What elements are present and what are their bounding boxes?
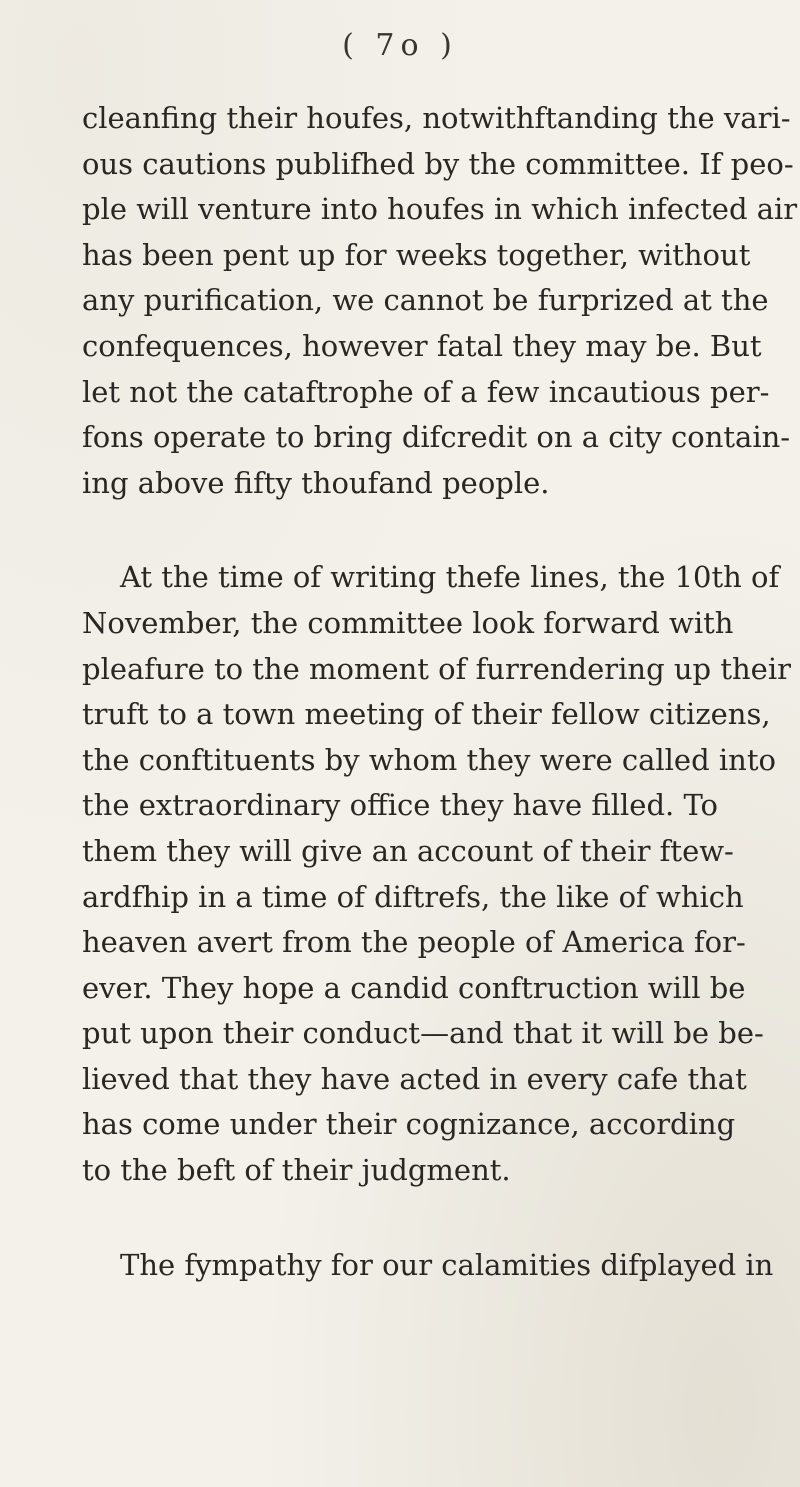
text-line: pleafure to the moment of furrendering up their [82,651,791,686]
text-line: ous cautions publifhed by the committee. If peo- [82,146,794,181]
text-line: any purification, we cannot be furprized at the [82,283,769,318]
paragraph-3 [82,1243,774,1289]
text-line: fons operate to bring difcredit on a city contain- [82,420,791,455]
text-line: November, the committee look forward with [82,605,734,640]
text-line: the conftituents by whom they were called into [82,742,776,777]
text-line: cleanfing their houfes, notwithftanding the vari- [82,101,791,135]
paragraph-1 [82,96,798,506]
paragraph-spacer [82,1194,712,1243]
text-line: ple will venture into houfes in which infected air [82,192,798,227]
text-line: the extraordinary office they have filled. To [82,788,719,823]
text-line: heaven avert from the people of America for- [82,925,746,960]
text-line: has been pent up for weeks together, without [82,237,751,272]
paragraph-spacer [82,506,712,555]
text-line: truft to a town meeting of their fellow citizens, [82,697,771,732]
paragraph-2 [82,555,791,1193]
text-line: ever. They hope a candid conftruction will be [82,970,746,1005]
text-line: has come under their cognizance, according [82,1107,736,1142]
text-line: confequences, however fatal they may be. But [82,328,762,363]
text-line: them they will give an account of their ftew- [82,833,734,868]
page-number: ( 7o ) [342,28,458,63]
text-line: ardfhip in a time of diftrefs, the like of which [82,879,744,914]
text-line: At the time of writing thefe lines, the 10th of [120,560,780,595]
text-line: The fympathy for our calamities difplayed in [120,1247,774,1282]
text-line: ing above fifty thoufand people. [82,465,550,500]
text-line: lieved that they have acted in every cafe that [82,1061,747,1096]
body-text [82,96,798,1288]
text-line: to the beft of their judgment. [82,1153,511,1188]
text-line: let not the cataftrophe of a few incautious per- [82,374,770,409]
text-line: put upon their conduct—and that it will be be- [82,1016,764,1051]
